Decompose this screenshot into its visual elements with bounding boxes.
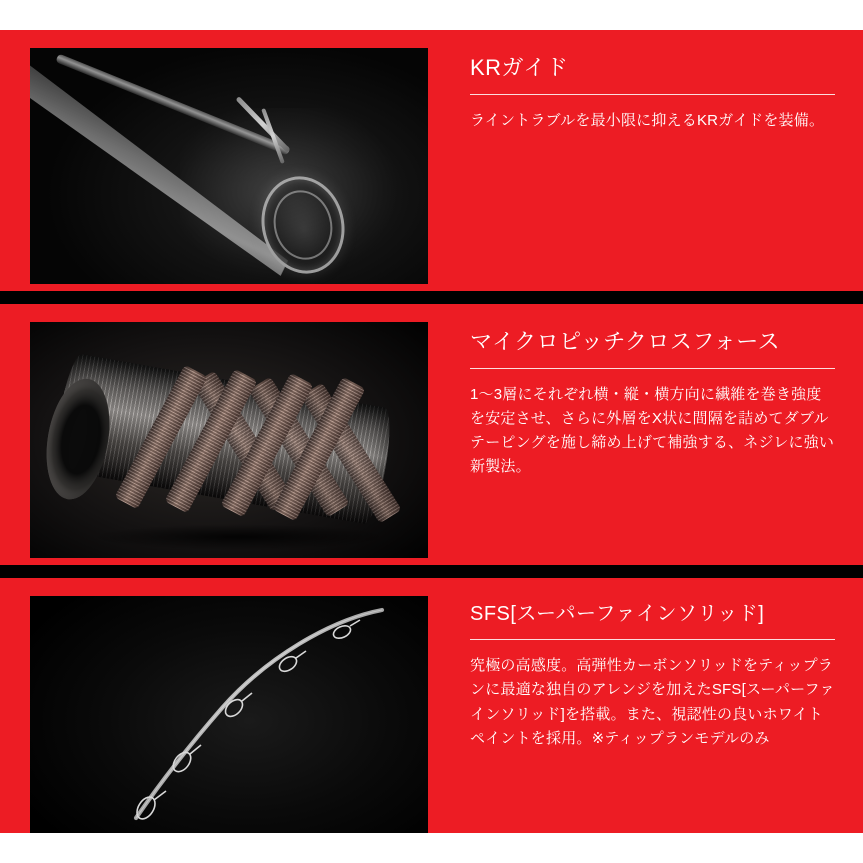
section-separator-2 bbox=[0, 565, 863, 578]
title-divider bbox=[470, 639, 835, 640]
sfs-text-block bbox=[428, 596, 863, 751]
feature-section-cross-force bbox=[0, 304, 863, 565]
sfs-description: 究極の高感度。高弾性カーボンソリッドをティップランに最適な独自のアレンジを加えたSFS[スーパーファインソリッド]を搭載。また、視認性の良いホワイトペイントを採用。※ティップランモデルのみ bbox=[470, 657, 835, 747]
sfs-image bbox=[30, 596, 428, 846]
sfs-title: SFS[スーパーファインソリッド] bbox=[470, 603, 765, 625]
kr-guide-description: ライントラブルを最小限に抑えるKRガイドを装備。 bbox=[470, 111, 825, 129]
kr-guide-text-block bbox=[428, 48, 863, 133]
kr-guide-title: KRガイド bbox=[470, 55, 569, 80]
title-divider bbox=[470, 94, 835, 95]
feature-sections bbox=[0, 30, 863, 833]
cross-force-title: マイクロピッチクロスフォース bbox=[470, 329, 781, 354]
cross-force-text-block bbox=[428, 322, 863, 480]
cross-force-description: 1〜3層にそれぞれ横・縦・横方向に繊維を巻き強度を安定させ、さらに外層をX状に間隔を詰めてダブルテーピングを施し締め上げて補強する、ネジレに強い新製法。 bbox=[470, 385, 835, 476]
title-divider bbox=[470, 368, 835, 369]
section-separator-1 bbox=[0, 291, 863, 304]
top-white-margin bbox=[0, 0, 863, 30]
tube-shadow bbox=[90, 524, 390, 550]
feature-section-kr-guide bbox=[0, 30, 863, 291]
cross-force-image bbox=[30, 322, 428, 558]
bottom-white-margin bbox=[0, 833, 863, 863]
bent-rod-illustration bbox=[30, 596, 428, 846]
kr-guide-image bbox=[30, 48, 428, 284]
feature-section-sfs bbox=[0, 578, 863, 833]
kr-guide-image-background bbox=[30, 48, 428, 284]
